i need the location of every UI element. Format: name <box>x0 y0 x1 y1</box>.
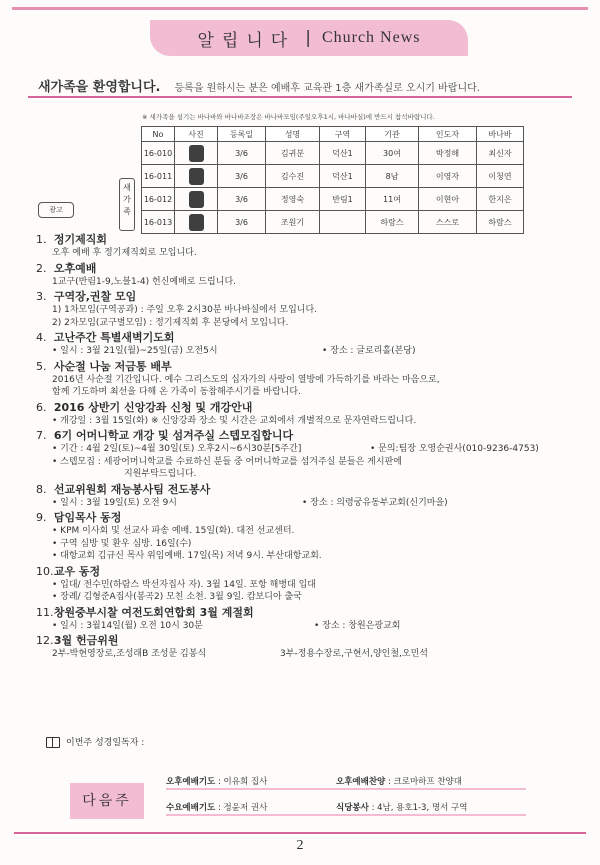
item-title: 3월 헌금위원 <box>53 634 119 647</box>
item-number: 6. <box>36 400 47 414</box>
item-line: 1교구(반림1-9,노블1-4) 헌신예배로 드립니다. <box>52 276 237 287</box>
duty-label: 오후예배찬양 <box>336 777 386 787</box>
announcement-item <box>36 400 576 428</box>
item-line: • 장소 : 글로리홀(본당) <box>322 346 416 356</box>
cell-no: 16-010 <box>142 142 175 165</box>
next-week-label: 다음주 <box>70 783 144 819</box>
item-number: 12. <box>36 634 54 647</box>
item-number: 10. <box>36 564 54 578</box>
cell-district: 덕산1 <box>320 142 366 165</box>
announcement-item <box>36 633 576 661</box>
next-week-highlight <box>166 788 526 790</box>
item-line: • 장소 : 의령궁유동부교회(신기마을) <box>302 497 448 508</box>
member-photo <box>189 191 204 208</box>
cell-no: 16-011 <box>142 165 175 188</box>
item-line: • 스텝모집 : 세광어머니학교를 수료하신 분들 중 어머니학교를 섬겨주실 분들은 게시판에 <box>52 456 402 467</box>
item-title: 교우 동정 <box>53 564 101 578</box>
col-header: 사진 <box>175 127 218 142</box>
col-header: No <box>142 127 175 142</box>
col-header: 성명 <box>266 127 320 142</box>
item-line: • 일시 : 3월 19일(토) 오전 9시 <box>52 497 177 508</box>
item-title: 담임목사 동정 <box>53 511 122 524</box>
announcement-item <box>36 428 576 481</box>
item-title: 2016 상반기 신앙강좌 신청 및 개강안내 <box>53 400 253 414</box>
item-line: 1) 1차모임(구역공과) : 주일 오후 2시30분 바나바실에서 모입니다. <box>52 305 318 315</box>
item-line: • 장례/ 김형준A집사(봉곡2) 모친 소천. 3월 9일. 캄보디아 출국 <box>52 592 302 602</box>
newcomer-table <box>141 126 524 234</box>
item-number: 8. <box>36 482 47 496</box>
cell-group: 30여 <box>366 142 419 165</box>
cell-name: 김수진 <box>266 165 320 188</box>
table-row <box>142 188 524 211</box>
next-week-section <box>70 767 530 827</box>
item-title: 6기 어머니학교 개강 및 섬겨주실 스텝모집합니다 <box>53 429 294 442</box>
item-line: 3부-정용수장로,구현서,양인철,오민석 <box>280 649 428 659</box>
item-number: 5. <box>36 359 47 373</box>
cell-group: 하람스 <box>366 211 419 234</box>
duty-value: : 4남, 용호1-3, 명서 구역 <box>371 803 468 813</box>
announcement-item <box>36 359 576 399</box>
cell-photo <box>175 142 218 165</box>
cell-district: 덕산1 <box>320 165 366 188</box>
item-line: • 기간 : 4월 2일(토)~4월 30일(토) 오후2시~6시30분[5주간] <box>52 444 302 454</box>
cell-barnabas: 이청연 <box>477 165 524 188</box>
title-english: Church News <box>321 29 421 46</box>
item-line: 오후 예배 후 정기제직회로 모입니다. <box>52 248 197 258</box>
cell-name: 김귀분 <box>266 142 320 165</box>
item-line: 2부-박현영장로,조성래B 조성문 김봉식 <box>52 649 207 659</box>
welcome-divider <box>28 96 572 98</box>
item-number: 11. <box>36 605 54 619</box>
item-line: • 개강일 : 3월 15일(화) ※ 신앙강좌 장소 및 시간은 교회에서 개별적으로 문자연락드립니다. <box>52 415 417 426</box>
table-row <box>142 165 524 188</box>
duty-value: : 정윤저 권사 <box>217 803 268 813</box>
col-header: 기관 <box>366 127 419 142</box>
title-separator: | <box>305 28 312 48</box>
col-header: 구역 <box>320 127 366 142</box>
item-number: 2. <box>36 261 47 275</box>
item-title: 고난주간 특별새벽기도회 <box>53 331 175 344</box>
item-title: 오후예배 <box>53 261 97 275</box>
announcement-list <box>36 232 576 662</box>
item-number: 1. <box>36 233 47 246</box>
cell-group: 11여 <box>366 188 419 211</box>
cell-barnabas: 최신자 <box>477 142 524 165</box>
cell-barnabas: 하람스 <box>477 211 524 234</box>
bible-reading <box>46 735 144 748</box>
duty-label: 오후예배기도 <box>166 777 216 787</box>
cell-no: 16-013 <box>142 211 175 234</box>
cell-district <box>320 211 366 234</box>
item-number: 4. <box>36 331 47 344</box>
item-line: • 일시 : 3월 21일(월)~25일(금) 오전5시 <box>52 346 218 356</box>
cell-no: 16-012 <box>142 188 175 211</box>
col-header: 인도자 <box>419 127 477 142</box>
item-line: 지원부탁드립니다. <box>124 469 197 479</box>
item-line: 함께 기도하며 최선을 다해 온 가족이 동참해주시기를 바랍니다. <box>52 387 301 397</box>
item-line: • 입대/ 전수민(하람스 박선자집사 자). 3월 14일. 포항 해병대 입대 <box>52 579 316 590</box>
cell-guide: 박정해 <box>419 142 477 165</box>
item-line: • 대항교회 김규신 목사 위임예배. 17일(목) 저녁 9시. 부산대항교회. <box>52 551 322 561</box>
welcome-text: 등록을 원하시는 분은 예배후 교육관 1층 새가족실로 오시기 바랍니다. <box>174 83 480 94</box>
duty-value: : 크로마하프 찬양대 <box>387 777 462 787</box>
item-title: 선교위원회 재능봉사팀 전도봉사 <box>53 482 211 496</box>
announcement-item <box>36 564 576 604</box>
cell-group: 8남 <box>366 165 419 188</box>
item-line: • 일시 : 3월14일(월) 오전 10시 30분 <box>52 620 203 631</box>
announcement-item <box>36 482 576 510</box>
cell-photo <box>175 188 218 211</box>
item-line: • KPM 이사회 및 선교사 파송 예배. 15일(화). 대전 선교센터. <box>52 526 295 536</box>
newcomer-side-label: 새가족 <box>119 178 135 231</box>
col-header: 바나바 <box>477 127 524 142</box>
top-divider <box>12 7 588 10</box>
member-photo <box>189 214 204 231</box>
bible-reading-label: 이번주 성경일독자 : <box>66 738 145 748</box>
member-photo <box>189 145 204 162</box>
duty-value: : 이유희 집사 <box>217 777 268 787</box>
cell-guide: 이현아 <box>419 188 477 211</box>
cell-guide: 스스로 <box>419 211 477 234</box>
newcomer-note: ※ 새가족을 섬기는 바나바와 바나바조장은 바나바모임(주일오후1시, 바나바실)에 반드시 참석바랍니다. <box>142 113 435 121</box>
item-number: 9. <box>36 511 47 524</box>
col-header: 등록일 <box>218 127 266 142</box>
cell-date: 3/6 <box>218 142 266 165</box>
cell-photo <box>175 211 218 234</box>
cell-photo <box>175 165 218 188</box>
book-icon <box>46 737 60 748</box>
welcome-banner <box>38 76 480 95</box>
bottom-divider <box>14 832 586 834</box>
announcement-item <box>36 289 576 329</box>
welcome-title: 새가족을 환영합니다. <box>38 80 161 95</box>
announcement-item <box>36 605 576 633</box>
title-korean: 알립니다 <box>197 30 296 51</box>
cell-barnabas: 한지은 <box>477 188 524 211</box>
item-title: 정기제직회 <box>53 233 107 246</box>
cell-date: 3/6 <box>218 188 266 211</box>
item-number: 3. <box>36 290 47 303</box>
ad-label: 광고 <box>38 202 74 218</box>
table-row <box>142 142 524 165</box>
next-week-row <box>166 801 468 813</box>
member-photo <box>189 168 204 185</box>
announcement-item <box>36 261 576 289</box>
announcement-item <box>36 330 576 358</box>
page-number: 2 <box>296 838 304 853</box>
item-line: 2) 2차모임(교구별모임) : 정기제직회 후 본당에서 모입니다. <box>52 317 289 328</box>
cell-district: 반림1 <box>320 188 366 211</box>
table-row <box>142 211 524 234</box>
item-line: • 문의:팀장 오영순권사(010-9236-4753) <box>370 444 539 454</box>
item-title: 창원중부시찰 여전도회연합회 3월 계절회 <box>53 605 254 619</box>
page-title <box>150 20 468 56</box>
cell-guide: 이영자 <box>419 165 477 188</box>
item-line: 2016년 사순절 기간입니다. 예수 그리스도의 십자가의 사랑이 열방에 가득하기를 바라는 마음으로, <box>52 374 440 385</box>
next-week-highlight <box>166 814 526 816</box>
cell-name: 조원기 <box>266 211 320 234</box>
item-number: 7. <box>36 429 47 442</box>
cell-name: 정영숙 <box>266 188 320 211</box>
table-header-row <box>142 127 524 142</box>
item-line: • 구역 심방 및 환우 심방. 16일(수) <box>52 538 192 549</box>
next-week-row <box>166 775 462 787</box>
duty-label: 식당봉사 <box>336 803 369 813</box>
duty-label: 수요예배기도 <box>166 803 216 813</box>
item-line: • 장소 : 창원은광교회 <box>314 620 401 631</box>
announcement-item <box>36 510 576 563</box>
announcement-item <box>36 232 576 260</box>
item-title: 사순절 나눔 저금통 배부 <box>53 359 172 373</box>
item-title: 구역장,권찰 모임 <box>53 290 137 303</box>
cell-date: 3/6 <box>218 165 266 188</box>
cell-date: 3/6 <box>218 211 266 234</box>
